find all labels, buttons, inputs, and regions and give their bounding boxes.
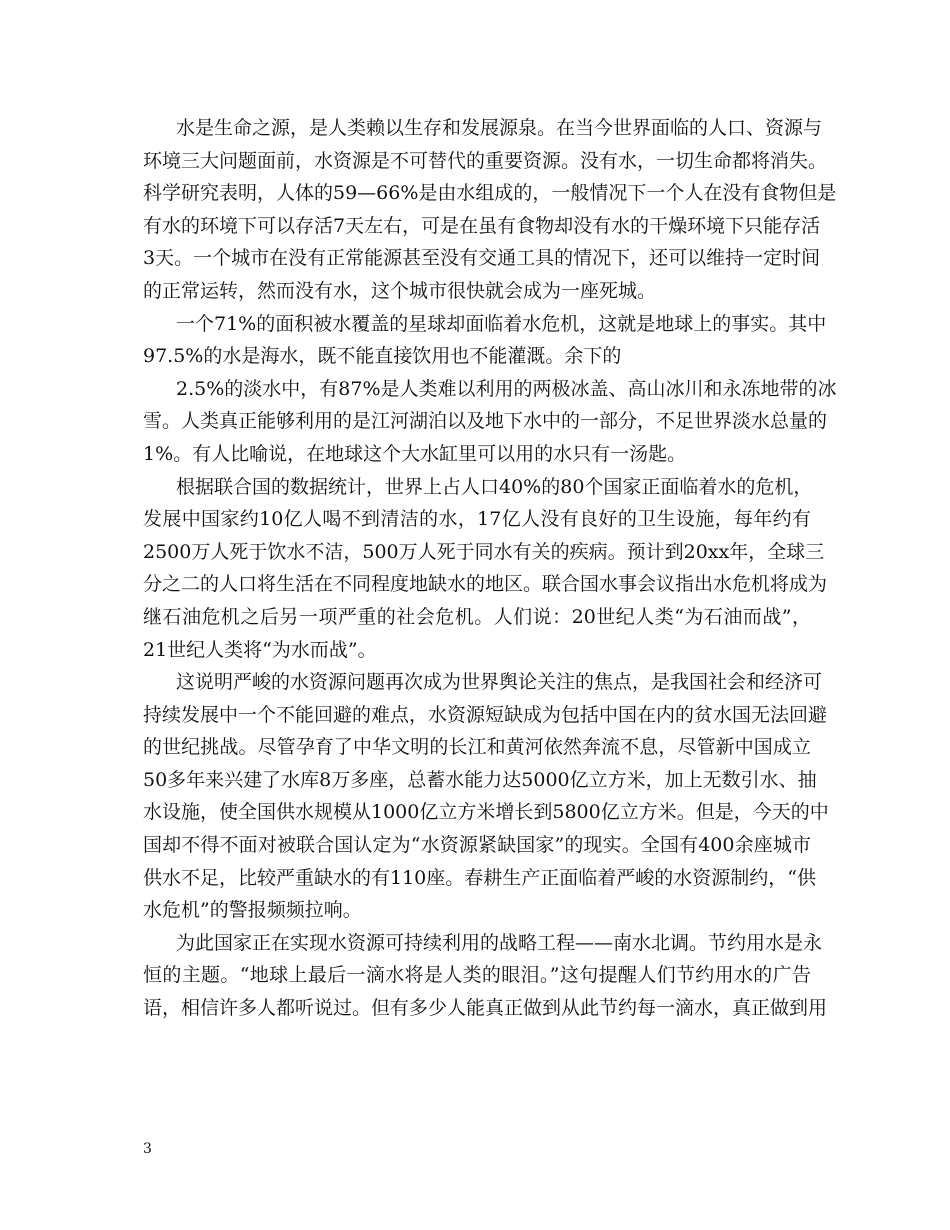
text-line: 2500万人死于饮水不洁，500万人死于同水有关的疾病。预计到20xx年，全球三 [143, 540, 825, 563]
text-line: 50多年来兴建了水库8万多座，总蓄水能力达5000亿立方米，加上无数引水、抽 [143, 768, 817, 791]
text-line: 恒的主题。“地球上最后一滴水将是人类的眼泪。”这句提醒人们节约用水的广告 [143, 964, 811, 987]
text-line: 97.5%的水是海水，既不能直接饮用也不能灌溉。余下的 [143, 345, 622, 368]
text-line: 3天。一个城市在没有正常能源甚至没有交通工具的情况下，还可以维持一定时间 [143, 247, 821, 270]
text-line: 水危机”的警报频频拉响。 [143, 899, 362, 922]
text-line: 一个71%的面积被水覆盖的星球却面临着水危机，这就是地球上的事实。其中 [176, 312, 827, 335]
text-line: 有水的环境下可以存活7天左右，可是在虽有食物却没有水的干燥环境下只能存活 [143, 214, 821, 237]
text-line: 环境三大问题面前，水资源是不可替代的重要资源。没有水，一切生命都将消失。 [143, 149, 828, 172]
text-line: 供水不足，比较严重缺水的有110座。春耕生产正面临着严峻的水资源制约，“供 [143, 866, 816, 889]
text-line: 2.5%的淡水中，有87%是人类难以利用的两极冰盖、高山冰川和永冻地带的冰 [176, 377, 837, 400]
text-line: 语，相信许多人都听说过。但有多少人能真正做到从此节约每一滴水，真正做到用 [143, 997, 828, 1020]
text-line: 持续发展中一个不能回避的难点，水资源短缺成为包括中国在内的贫水国无法回避 [143, 703, 828, 726]
text-line: 21世纪人类将“为水而战”。 [143, 638, 377, 661]
text-line: 水设施，使全国供水规模从1000亿立方米增长到5800亿立方米。但是，今天的中 [143, 801, 829, 824]
text-line: 发展中国家约10亿人喝不到清洁的水，17亿人没有良好的卫生设施，每年约有 [143, 508, 811, 531]
text-line: 国却不得不面对被联合国认定为“水资源紧缺国家”的现实。全国有400余座城市 [143, 834, 811, 857]
text-line: 1%。有人比喻说，在地球这个大水缸里可以用的水只有一汤匙。 [143, 442, 687, 465]
text-line: 水是生命之源，是人类赖以生存和发展源泉。在当今世界面临的人口、资源与 [176, 117, 823, 139]
text-line: 根据联合国的数据统计，世界上占人口40%的80个国家正面临着水的危机， [176, 475, 813, 498]
page-number: 3 [143, 1141, 152, 1157]
text-line: 为此国家正在实现水资源可持续利用的战略工程——南水北调。节约用水是永 [176, 931, 823, 954]
text-line: 的正常运转，然而没有水，这个城市很快就会成为一座死城。 [143, 279, 657, 302]
body-text [143, 112, 837, 1025]
text-line: 这说明严峻的水资源问题再次成为世界舆论关注的焦点，是我国社会和经济可 [176, 671, 823, 694]
text-line: 继石油危机之后另一项严重的社会危机。人们说：20世纪人类“为石油而战”， [143, 605, 811, 628]
text-line: 科学研究表明，人体的59—66%是由水组成的，一般情况下一个人在没有食物但是 [143, 182, 837, 205]
text-line: 的世纪挑战。尽管孕育了中华文明的长江和黄河依然奔流不息，尽管新中国成立 [143, 736, 811, 759]
text-line: 分之二的人口将生活在不同程度地缺水的地区。联合国水事会议指出水危机将成为 [143, 573, 828, 596]
text-line: 雪。人类真正能够利用的是江河湖泊以及地下水中的一部分，不足世界淡水总量的 [143, 410, 828, 433]
